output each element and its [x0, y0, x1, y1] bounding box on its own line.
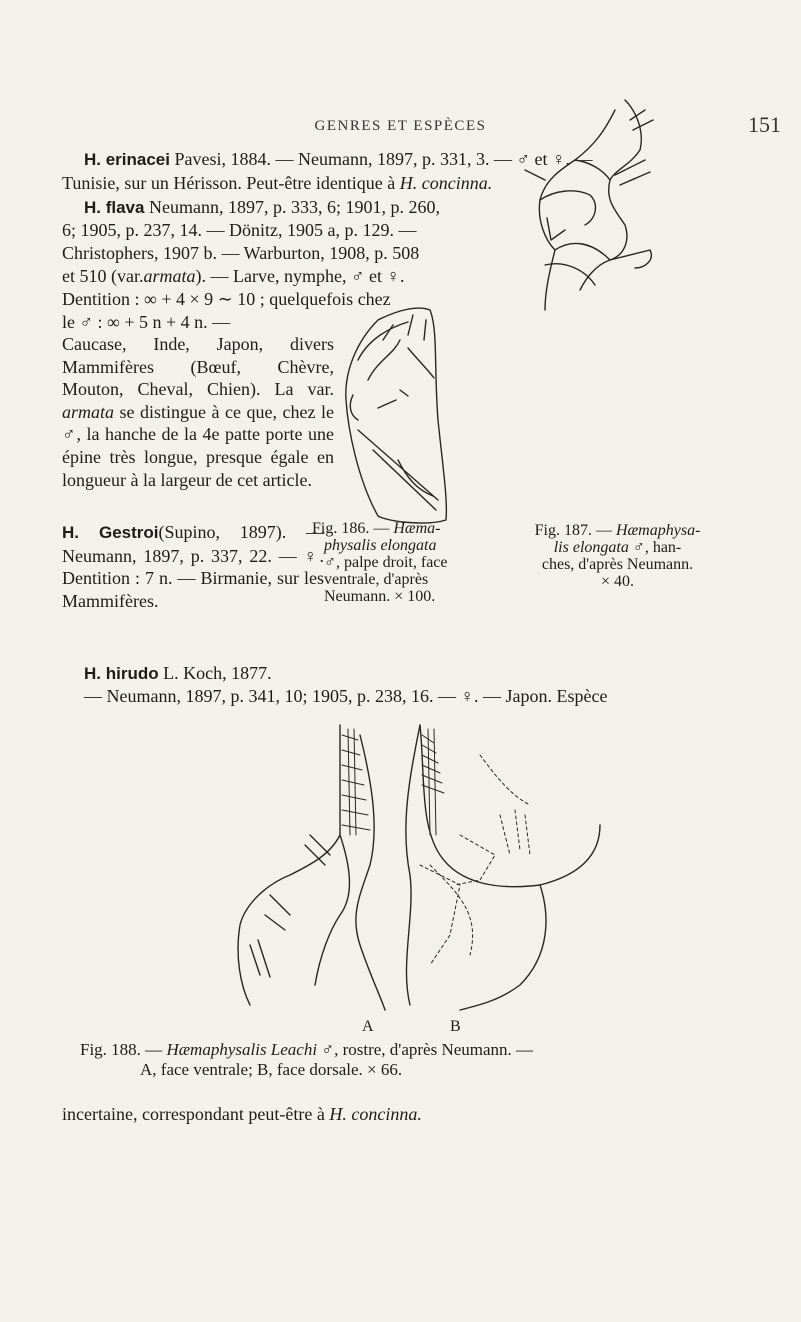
entry-line: le ♂ : ∞ + 5 n + 4 n. — [62, 312, 231, 332]
text-column-gestroi [62, 521, 324, 612]
entry-text: ). — Larve, nymphe, ♂ et ♀. [195, 266, 405, 286]
figure-188-rostrum-dorsal [400, 715, 600, 1015]
italic-variety: armata [62, 401, 115, 422]
caption-text: × 40. [600, 573, 635, 590]
caption-text: ♂, rostre, d'après Neumann. — [321, 1040, 534, 1059]
fig-label: Fig. 186. — [312, 520, 390, 537]
figure-188-rostrum-ventral [210, 715, 390, 1015]
taxon-name: H. erinacei [84, 150, 170, 169]
entry-text: incertaine, correspondant peut-être à [62, 1104, 325, 1124]
entry-line-final [62, 1102, 422, 1126]
entry-line: Christophers, 1907 b. — Warburton, 1908, p. 508 [62, 243, 420, 263]
figure-187-caption [515, 522, 720, 590]
entry-text: Neumann, 1897, p. 333, 6; 1901, p. 260, [148, 197, 440, 217]
fig-label: Fig. 187. — [534, 522, 612, 539]
entry-line: — Neumann, 1897, p. 341, 10; 1905, p. 238, 16. — ♀. — Japon. Espèce [84, 686, 608, 706]
italic-variety: armata [143, 266, 196, 286]
italic-taxon: H. concinna. [329, 1104, 422, 1124]
figure-188-label-a: A [362, 1018, 374, 1035]
entry-text: et 510 (var. [62, 266, 144, 286]
caption-text: Neumann. × 100. [324, 588, 436, 605]
entry-hirudo [84, 661, 272, 686]
caption-taxon: physalis elongata [324, 537, 437, 554]
caption-taxon: Hæmaphysalis Leachi [166, 1040, 318, 1059]
taxon-name: H. flava [84, 198, 145, 217]
caption-text: ♂, palpe droit, face [324, 554, 448, 571]
entry-line [62, 264, 404, 288]
caption-taxon: Hæmaphysa- [615, 522, 701, 539]
figure-186-palp-drawing [338, 300, 468, 530]
text-column-flava [62, 333, 334, 523]
fig-label: Fig. 188. — [80, 1040, 163, 1059]
figure-188-caption [80, 1040, 740, 1080]
caption-taxon: lis elongata [553, 539, 629, 556]
entry-line [62, 171, 492, 195]
figure-187-coxae-drawing [515, 90, 665, 320]
entry-line: 6; 1905, p. 237, 14. — Dönitz, 1905 a, p. 129. — [62, 220, 417, 240]
taxon-name: H. hirudo [84, 664, 159, 683]
page-number: 151 [748, 112, 781, 137]
figure-188-label-b: B [450, 1018, 461, 1035]
caption-text: ventrale, d'après [324, 571, 429, 588]
entry-text: L. Koch, 1877. [163, 663, 272, 683]
entry-text: Caucase, Inde, Japon, divers Mammifères (Bœuf, Chèvre, Mouton, Cheval, Chien). La var. [62, 334, 334, 400]
caption-taxon: Hæma- [393, 520, 441, 537]
italic-taxon: H. concinna. [399, 173, 493, 193]
entry-text: se distingue à ce que, chez le ♂, la hanche de la 4e patte porte une épine très longue, presque égale en longueur à la largeur de cet article. [62, 401, 335, 490]
figure-186-caption [312, 520, 492, 605]
caption-text: A, face ventrale; B, face dorsale. × 66. [140, 1060, 403, 1079]
caption-text: ♂, han- [632, 539, 682, 556]
entry-text: Tunisie, sur un Hérisson. Peut-être identique à [62, 173, 396, 193]
taxon-name: H. Gestroi [62, 523, 159, 542]
entry-text: (Supino, 1897). — Neumann, 1897, p. 337, 22. — ♀. Dentition : 7 n. — Birmanie, sur les Mammifères. [62, 522, 324, 611]
entry-flava [84, 195, 440, 220]
entry-line: Dentition : ∞ + 4 × 9 ∼ 10 ; quelquefois chez [62, 289, 391, 309]
entry-text: Pavesi, 1884. — Neumann, 1897, p. 331, 3. — ♂ et ♀. — [174, 149, 593, 169]
running-header: GENRES ET ESPÈCES [314, 118, 487, 134]
caption-text: ches, d'après Neumann. [541, 556, 694, 573]
